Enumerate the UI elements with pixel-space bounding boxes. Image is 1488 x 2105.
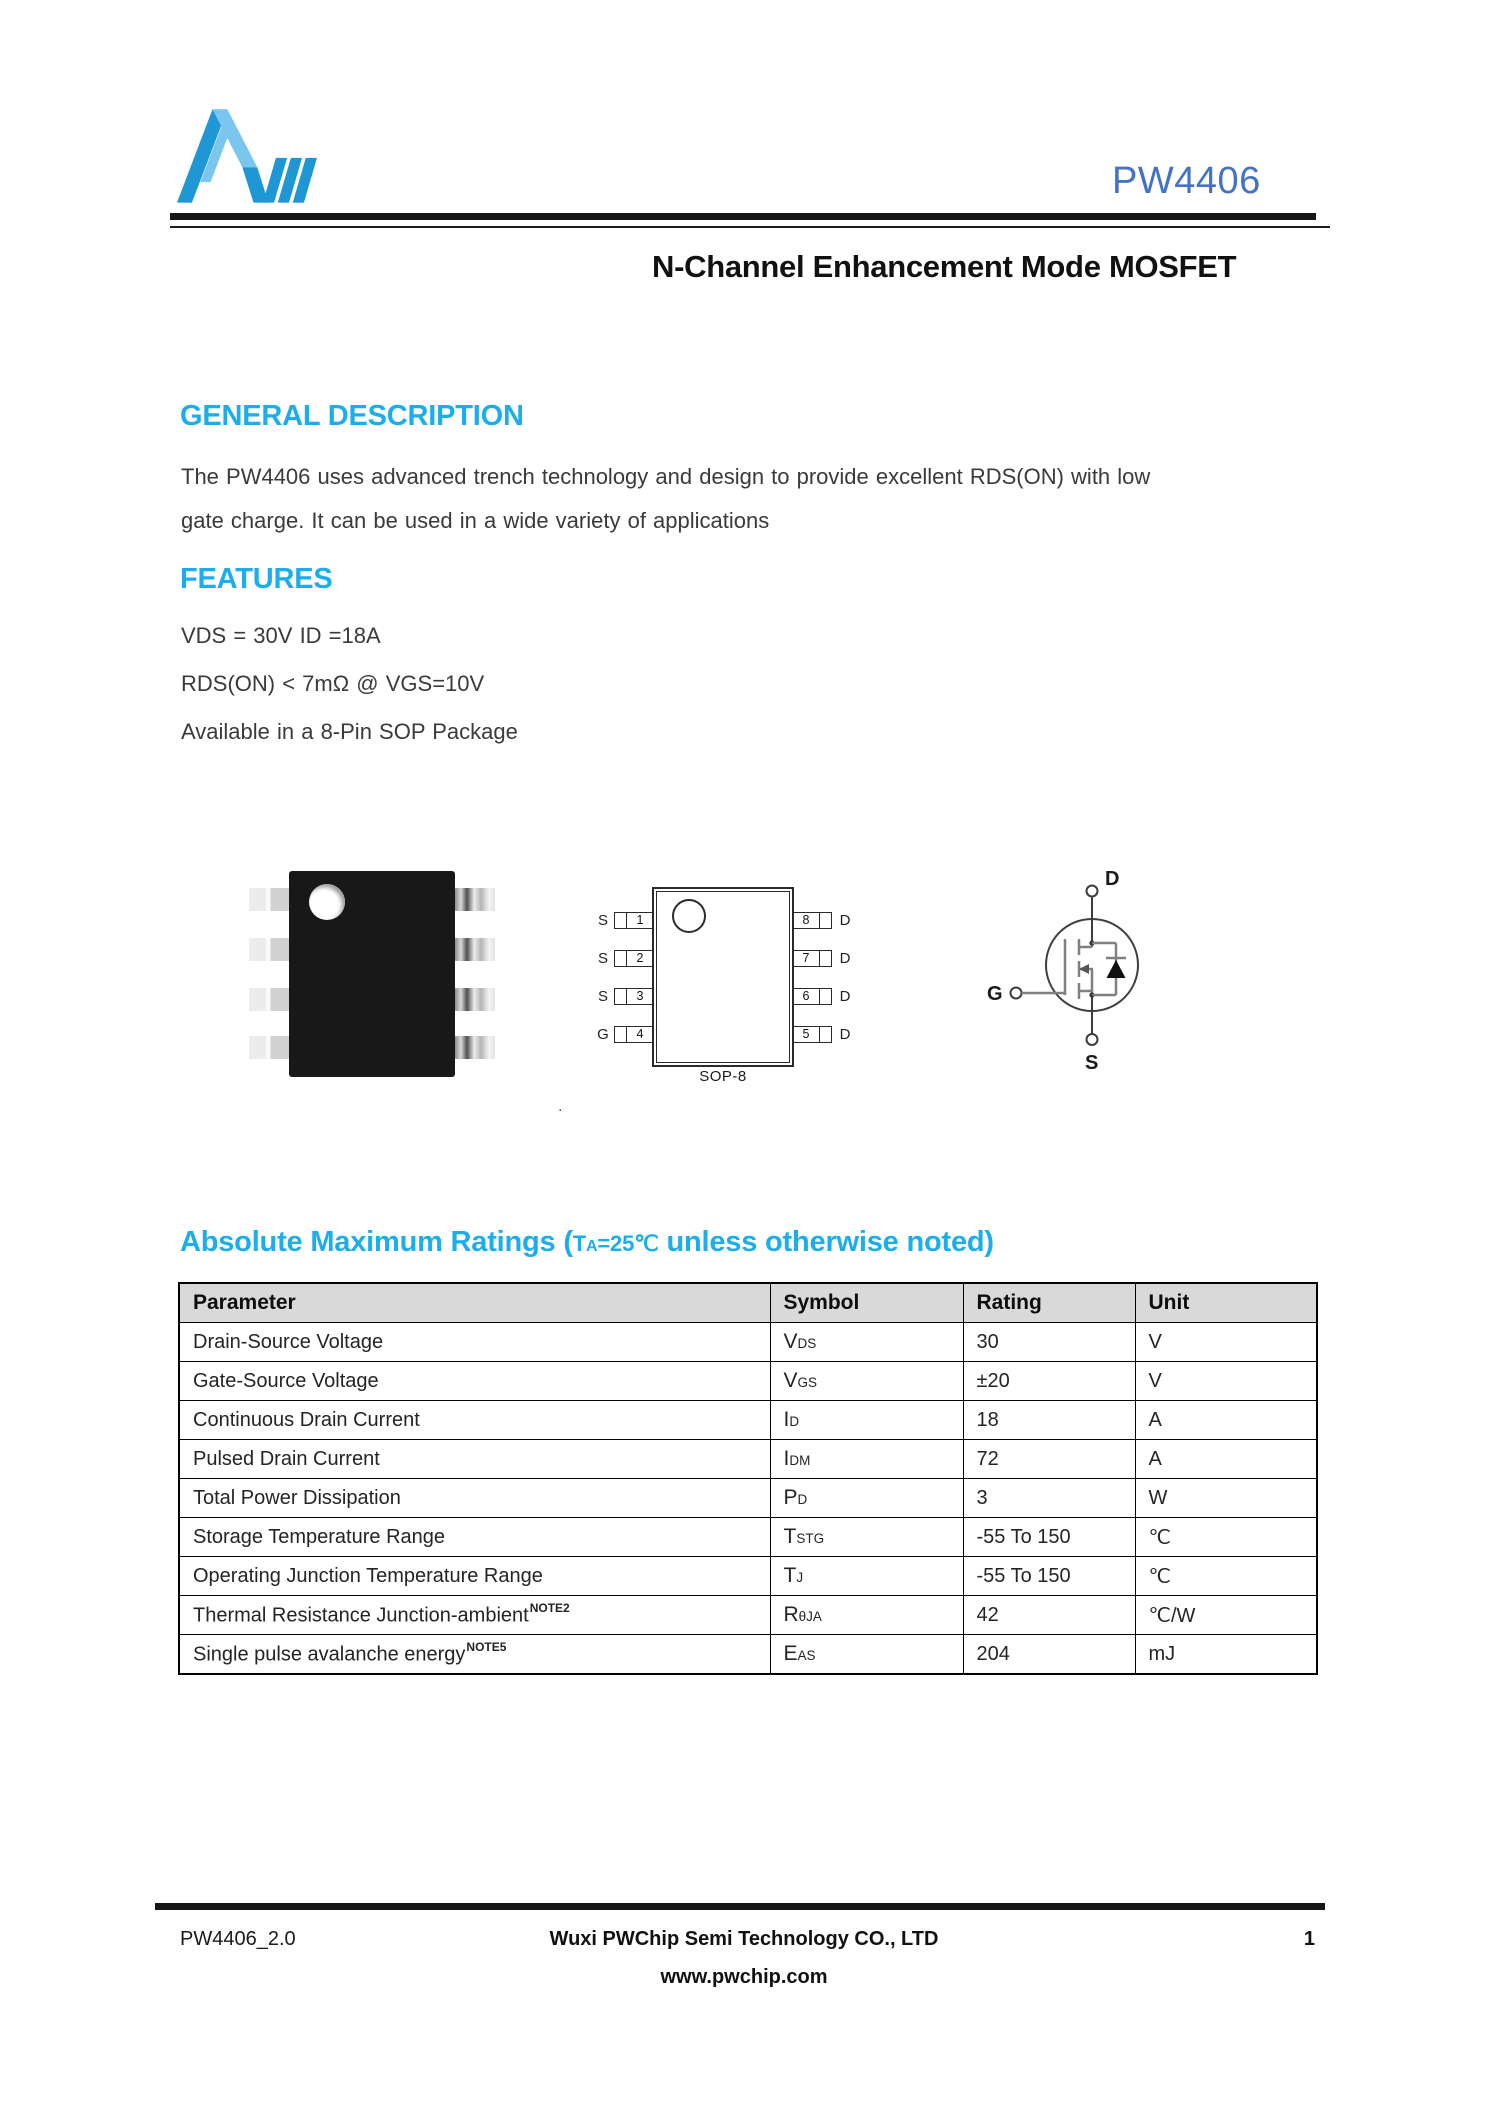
feature-item: RDS(ON) < 7mΩ @ VGS=10V: [181, 671, 485, 696]
footer-company: Wuxi PWChip Semi Technology CO., LTD: [549, 1928, 939, 1950]
table-row: [179, 1362, 1317, 1401]
pin-row: [792, 988, 852, 1004]
symbol-subscript: J: [796, 1570, 804, 1585]
feature-item: VDS = 30V ID =18A: [181, 623, 381, 648]
parameter-cell: [179, 1596, 770, 1635]
rating-cell: 72: [963, 1440, 1135, 1479]
pin-signal-label: G: [597, 1025, 609, 1043]
table-row: [179, 1401, 1317, 1440]
header-rule-thin: [170, 226, 1330, 228]
ratings-heading: [180, 1226, 994, 1259]
pin-segment: [615, 1027, 627, 1042]
column-header-rating: Rating: [963, 1283, 1135, 1323]
pin-row: [596, 988, 654, 1004]
rating-cell: -55 To 150: [963, 1518, 1135, 1557]
pin-row: [596, 950, 654, 966]
features-heading: FEATURES: [180, 563, 333, 595]
pin-box: [792, 950, 832, 967]
general-description-heading: GENERAL DESCRIPTION: [180, 400, 524, 432]
pwchip-logo: [177, 108, 317, 204]
footer-rule: [155, 1903, 1325, 1910]
symbol-base: I: [783, 1408, 790, 1431]
symbol-cell: [770, 1323, 963, 1362]
pin-signal-label: D: [839, 949, 851, 967]
symbol-cell: [770, 1596, 963, 1635]
pin-segment: [615, 951, 627, 966]
table-row: [179, 1323, 1317, 1362]
pin-number: 8: [802, 913, 810, 927]
symbol-base: R: [783, 1603, 799, 1626]
symbol-base: T: [783, 1525, 797, 1548]
chip-pin: [455, 888, 495, 911]
symbol-base: P: [783, 1486, 798, 1509]
symbol-cell: [770, 1401, 963, 1440]
pin-box: [614, 912, 654, 929]
pin-box: [614, 988, 654, 1005]
rating-cell: 204: [963, 1635, 1135, 1675]
ratings-table: [178, 1282, 1318, 1675]
footer-website: www.pwchip.com: [660, 1966, 828, 1988]
table-row: [179, 1518, 1317, 1557]
pin-segment: [819, 989, 831, 1004]
unit-cell: V: [1135, 1362, 1317, 1401]
package-caption: SOP-8: [699, 1068, 747, 1085]
symbol-base: E: [783, 1642, 798, 1665]
table-row: [179, 1479, 1317, 1518]
footer-doc-id: PW4406_2.0: [180, 1928, 296, 1950]
gate-terminal: [1011, 988, 1022, 999]
symbol-subscript: D: [797, 1492, 808, 1507]
rating-cell: ±20: [963, 1362, 1135, 1401]
chip-body: [289, 871, 455, 1077]
parameter-cell: [179, 1479, 770, 1518]
general-description-body: [181, 455, 1341, 543]
pin-box: [614, 950, 654, 967]
parameter-note: NOTE2: [529, 1600, 570, 1615]
pin-row: [596, 912, 654, 928]
pin-segment: [819, 913, 831, 928]
source-label: S: [1085, 1052, 1099, 1074]
symbol-subscript: AS: [797, 1648, 816, 1663]
package-photo: [213, 858, 543, 1088]
chip-pin: [249, 1036, 289, 1059]
body-arrow: [1079, 964, 1089, 974]
chip-pin: [455, 988, 495, 1011]
rating-cell: 30: [963, 1323, 1135, 1362]
parameter-text: Gate-Source Voltage: [193, 1369, 379, 1392]
pin-number: 7: [802, 951, 810, 965]
ratings-heading-prefix: Absolute Maximum Ratings (: [180, 1226, 573, 1258]
column-header-parameter: Parameter: [179, 1283, 770, 1323]
gate-label: G: [987, 983, 1003, 1005]
unit-cell: mJ: [1135, 1635, 1317, 1675]
symbol-cell: [770, 1518, 963, 1557]
features-list: [181, 612, 518, 756]
parameter-text: Continuous Drain Current: [193, 1408, 420, 1431]
symbol-subscript: DM: [789, 1453, 811, 1468]
parameter-cell: [179, 1557, 770, 1596]
pinout-diagram: [596, 880, 866, 1090]
parameter-cell: [179, 1635, 770, 1675]
table-header-row: [179, 1283, 1317, 1323]
ratings-table-body: [179, 1323, 1317, 1675]
pin-row: [596, 1026, 654, 1042]
unit-cell: ℃: [1135, 1557, 1317, 1596]
parameter-cell: [179, 1323, 770, 1362]
drain-label: D: [1105, 868, 1120, 890]
source-terminal: [1087, 1034, 1098, 1045]
chip-pin: [455, 938, 495, 961]
column-header-unit: Unit: [1135, 1283, 1317, 1323]
pin-signal-label: S: [597, 949, 608, 967]
pinout-package-outline: [652, 887, 794, 1067]
symbol-cell: [770, 1479, 963, 1518]
symbol-base: V: [783, 1330, 798, 1353]
pin-segment: [819, 951, 831, 966]
drain-terminal: [1087, 886, 1098, 897]
parameter-cell: [179, 1362, 770, 1401]
unit-cell: ℃: [1135, 1518, 1317, 1557]
column-header-symbol: Symbol: [770, 1283, 963, 1323]
pin1-marker: [309, 884, 345, 920]
table-row: [179, 1557, 1317, 1596]
pin-box: [792, 912, 832, 929]
ratings-condition: =25℃: [597, 1231, 659, 1256]
rating-cell: 3: [963, 1479, 1135, 1518]
symbol-base: I: [783, 1447, 790, 1470]
symbol-subscript: GS: [797, 1375, 818, 1390]
pin-signal-label: S: [597, 911, 608, 929]
chip-pin: [249, 888, 289, 911]
pin-box: [792, 988, 832, 1005]
parameter-text: Storage Temperature Range: [193, 1525, 446, 1548]
table-row: [179, 1635, 1317, 1675]
chip-pin: [455, 1036, 495, 1059]
pin-number: 5: [802, 1027, 810, 1041]
part-number: PW4406: [1112, 160, 1261, 202]
pin-row: [792, 1026, 852, 1042]
pin-segment: [819, 1027, 831, 1042]
symbol-base: T: [783, 1564, 797, 1587]
unit-cell: A: [1135, 1401, 1317, 1440]
unit-cell: ℃/W: [1135, 1596, 1317, 1635]
ratings-condition-t-sub: A: [586, 1238, 598, 1255]
pin-number: 2: [636, 951, 644, 965]
pin-number: 6: [802, 989, 810, 1003]
ratings-heading-suffix: unless otherwise noted): [658, 1226, 994, 1258]
pin-row: [792, 912, 852, 928]
rating-cell: -55 To 150: [963, 1557, 1135, 1596]
stray-dot: .: [558, 1098, 563, 1115]
pinout-right-pins: [792, 912, 852, 1042]
parameter-text: Pulsed Drain Current: [193, 1447, 380, 1470]
pin-row: [792, 950, 852, 966]
unit-cell: A: [1135, 1440, 1317, 1479]
pin-signal-label: D: [839, 1025, 851, 1043]
symbol-cell: [770, 1440, 963, 1479]
parameter-text: Single pulse avalanche energy: [193, 1643, 466, 1666]
mosfet-symbol: [975, 855, 1205, 1085]
rating-cell: 18: [963, 1401, 1135, 1440]
parameter-text: Drain-Source Voltage: [193, 1330, 384, 1353]
parameter-cell: [179, 1518, 770, 1557]
pinout-left-pins: [596, 912, 654, 1042]
document-title: N-Channel Enhancement Mode MOSFET: [652, 249, 1237, 284]
pin1-indicator-circle: [672, 899, 706, 933]
pin-box: [792, 1026, 832, 1043]
description-line: The PW4406 uses advanced trench technology and design to provide excellent RDS(ON) with low: [181, 464, 1151, 489]
description-line: gate charge. It can be used in a wide variety of applications: [181, 508, 770, 533]
pin-segment: [615, 989, 627, 1004]
symbol-cell: [770, 1362, 963, 1401]
symbol-cell: [770, 1557, 963, 1596]
parameter-text: Operating Junction Temperature Range: [193, 1564, 543, 1587]
symbol-subscript: D: [789, 1414, 800, 1429]
footer-page-number: 1: [1303, 1928, 1315, 1950]
feature-item: Available in a 8-Pin SOP Package: [181, 719, 518, 744]
pin-number: 1: [636, 913, 644, 927]
symbol-subscript: θJA: [798, 1609, 822, 1624]
chip-pin: [249, 938, 289, 961]
pin-segment: [615, 913, 627, 928]
rating-cell: 42: [963, 1596, 1135, 1635]
pin-number: 4: [636, 1027, 644, 1041]
pin-signal-label: S: [597, 987, 608, 1005]
symbol-subscript: DS: [797, 1336, 817, 1351]
table-row: [179, 1440, 1317, 1479]
parameter-cell: [179, 1440, 770, 1479]
unit-cell: W: [1135, 1479, 1317, 1518]
parameter-text: Thermal Resistance Junction-ambient: [193, 1604, 529, 1627]
parameter-note: NOTE5: [466, 1639, 507, 1654]
symbol-cell: [770, 1635, 963, 1675]
pin-box: [614, 1026, 654, 1043]
header-rule-thick: [170, 213, 1316, 220]
unit-cell: V: [1135, 1323, 1317, 1362]
pin-number: 3: [636, 989, 644, 1003]
pin-signal-label: D: [839, 911, 851, 929]
symbol-subscript: STG: [796, 1531, 825, 1546]
pin-signal-label: D: [839, 987, 851, 1005]
body-diode: [1107, 960, 1126, 978]
symbol-base: V: [783, 1369, 798, 1392]
table-row: [179, 1596, 1317, 1635]
parameter-text: Total Power Dissipation: [193, 1486, 401, 1509]
parameter-cell: [179, 1401, 770, 1440]
ratings-condition-t: T: [572, 1231, 587, 1256]
chip-pin: [249, 988, 289, 1011]
